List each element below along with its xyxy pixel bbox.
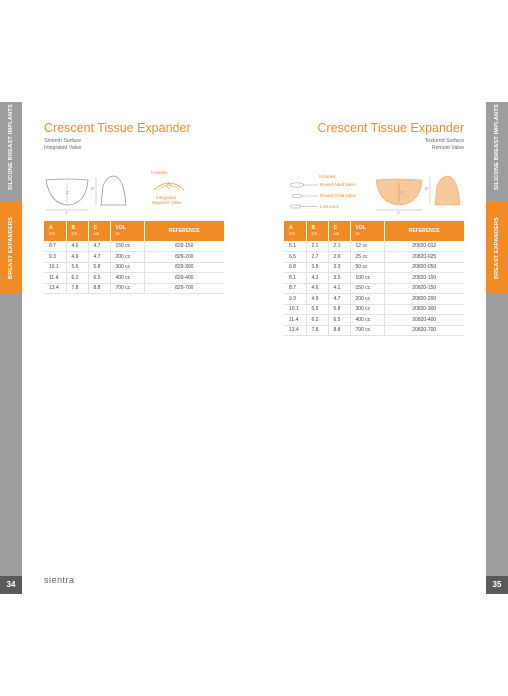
cell-a: 8.7	[44, 241, 66, 252]
cell-c: 2.6	[328, 252, 350, 263]
table-row	[44, 283, 224, 294]
cell-vol: 150 cc	[350, 283, 384, 294]
cell-c: 8.8	[328, 325, 350, 336]
left-col-b: B cm	[66, 221, 88, 241]
cell-c: 4.7	[88, 241, 110, 252]
cell-b: 4.6	[66, 241, 88, 252]
cell-reference: 20820-200	[384, 294, 464, 305]
cell-vol: 50 cc	[350, 262, 384, 273]
cell-c: 4.1	[328, 283, 350, 294]
cell-b: 6.2	[66, 273, 88, 284]
cell-b: 4.9	[306, 294, 328, 305]
table-row	[284, 315, 464, 326]
cell-c: 2.1	[328, 241, 350, 252]
right-expander-side-shape	[435, 176, 460, 205]
cell-a: 6.5	[284, 252, 306, 263]
cell-a: 5.1	[284, 241, 306, 252]
cell-reference: 20820-012	[384, 241, 464, 252]
cell-vol: 400 cc	[110, 273, 144, 284]
cell-a: 10.1	[44, 262, 66, 273]
accessory-round-child-valve: Round Child Valve	[320, 193, 357, 198]
table-row	[284, 304, 464, 315]
cell-vol: 25 cc	[350, 252, 384, 263]
cell-reference: 829-700	[144, 283, 224, 294]
table-row	[284, 262, 464, 273]
cell-a: 6.8	[284, 262, 306, 273]
cell-b: 7.8	[306, 325, 328, 336]
cell-b: 4.9	[66, 252, 88, 263]
cell-a: 11.4	[44, 273, 66, 284]
table-row	[44, 252, 224, 263]
cell-vol: 12 cc	[350, 241, 384, 252]
left-size-table	[44, 221, 224, 294]
table-row	[44, 262, 224, 273]
cell-vol: 700 cc	[110, 283, 144, 294]
table-row	[284, 252, 464, 263]
left-col-c: C cm	[88, 221, 110, 241]
left-includes-label: Includes:	[151, 170, 169, 175]
cell-c: 3.3	[328, 262, 350, 273]
cell-reference: 20820-025	[384, 252, 464, 263]
left-subtitle-line2: Integrated Valve	[44, 145, 82, 151]
integrated-valve-icon	[152, 178, 186, 192]
cell-vol: 200 cc	[350, 294, 384, 305]
cell-a: 8.1	[284, 273, 306, 284]
right-label-c: C	[401, 190, 405, 195]
table-row	[284, 241, 464, 252]
cell-c: 4.7	[88, 252, 110, 263]
cell-vol: 400 cc	[350, 315, 384, 326]
cell-b: 2.1	[306, 241, 328, 252]
left-expander-side-outline	[101, 176, 126, 205]
cell-vol: 200 cc	[110, 252, 144, 263]
cell-b: 4.6	[306, 283, 328, 294]
tab-breast-expanders-right[interactable]	[486, 202, 508, 294]
cell-vol: 300 cc	[110, 262, 144, 273]
cell-reference: 829-200	[144, 252, 224, 263]
page-number-right: 35	[486, 576, 508, 594]
accessory-lost-lock: Lost Lock	[320, 204, 339, 209]
cell-c: 5.8	[328, 304, 350, 315]
tab-breast-expanders-right-label: BREAST EXPANDERS	[494, 216, 500, 280]
right-col-vol: VOL cc	[350, 221, 384, 241]
right-page-title: Crescent Tissue Expander	[317, 121, 464, 135]
cell-vol: 100 cc	[350, 273, 384, 284]
tab-breast-expanders[interactable]	[0, 202, 22, 294]
cell-reference: 20820-700	[384, 325, 464, 336]
cell-a: 10.1	[284, 304, 306, 315]
right-label-a: A	[397, 210, 400, 215]
tab-silicone-breast-implants-right[interactable]: SILICONE BREAST IMPLANTS	[494, 104, 500, 190]
page-number-left: 34	[0, 576, 22, 594]
table-row	[44, 241, 224, 252]
accessory-round-adult-valve: Round Adult Valve	[320, 182, 356, 187]
right-subtitle-line1: Textured Surface	[424, 138, 464, 144]
left-side-tab	[0, 102, 22, 594]
cell-b: 2.7	[306, 252, 328, 263]
table-row	[44, 273, 224, 284]
right-col-b: B cm	[306, 221, 328, 241]
right-col-c: C cm	[328, 221, 350, 241]
cell-b: 3.5	[306, 262, 328, 273]
cell-a: 13.4	[284, 325, 306, 336]
left-col-reference: REFERENCE	[144, 221, 224, 241]
table-row	[284, 325, 464, 336]
right-subtitle-line2: Remote Valve	[431, 145, 464, 151]
tab-breast-expanders-label: BREAST EXPANDERS	[8, 216, 14, 280]
cell-reference: 20820-150	[384, 283, 464, 294]
right-includes-label: Includes:	[319, 174, 337, 179]
table-row	[284, 294, 464, 305]
cell-reference: 829-150	[144, 241, 224, 252]
cell-a: 9.3	[284, 294, 306, 305]
valve-label-line2: Magnetic Valve	[152, 200, 182, 205]
cell-reference: 829-400	[144, 273, 224, 284]
left-dimension-diagram	[44, 174, 132, 214]
left-table-header-row	[44, 221, 224, 241]
cell-b: 6.2	[306, 315, 328, 326]
valve-label-line1: Integrated	[156, 195, 176, 200]
cell-vol: 150 cc	[110, 241, 144, 252]
right-page-subtitle	[425, 138, 464, 152]
cell-reference: 20820-050	[384, 262, 464, 273]
cell-b: 5.6	[306, 304, 328, 315]
cell-reference: 20820-300	[384, 304, 464, 315]
table-row	[284, 283, 464, 294]
cell-c: 5.8	[88, 262, 110, 273]
brand-logo-text: sientra	[44, 575, 75, 585]
cell-reference: 20820-100	[384, 273, 464, 284]
left-label-c: C	[66, 190, 70, 195]
table-row	[284, 273, 464, 284]
cell-a: 11.4	[284, 315, 306, 326]
cell-c: 6.5	[88, 273, 110, 284]
cell-reference: 20820-400	[384, 315, 464, 326]
cell-a: 9.3	[44, 252, 66, 263]
remote-valve-accessories-icon	[287, 180, 319, 214]
left-col-vol: VOL cc	[110, 221, 144, 241]
right-table-header-row	[284, 221, 464, 241]
tab-silicone-breast-implants[interactable]: SILICONE BREAST IMPLANTS	[8, 104, 14, 190]
cell-vol: 700 cc	[350, 325, 384, 336]
cell-c: 8.8	[88, 283, 110, 294]
cell-c: 6.5	[328, 315, 350, 326]
catalog-spread	[0, 102, 508, 594]
right-col-reference: REFERENCE	[384, 221, 464, 241]
cell-b: 5.6	[66, 262, 88, 273]
left-page-subtitle	[44, 138, 81, 152]
left-page-title: Crescent Tissue Expander	[44, 121, 191, 135]
left-label-b: B	[91, 186, 94, 191]
cell-c: 3.5	[328, 273, 350, 284]
cell-reference: 829-300	[144, 262, 224, 273]
cell-a: 8.7	[284, 283, 306, 294]
cell-a: 13.4	[44, 283, 66, 294]
cell-c: 4.7	[328, 294, 350, 305]
right-col-a: A cm	[284, 221, 306, 241]
right-side-tab	[486, 102, 508, 594]
cell-vol: 300 cc	[350, 304, 384, 315]
right-dimension-diagram	[374, 174, 466, 214]
right-size-table	[284, 221, 464, 336]
cell-b: 4.3	[306, 273, 328, 284]
left-col-a: A cm	[44, 221, 66, 241]
cell-b: 7.8	[66, 283, 88, 294]
right-label-b: B	[425, 186, 428, 191]
left-subtitle-line1: Smooth Surface	[44, 138, 82, 144]
left-label-a: A	[65, 210, 68, 215]
